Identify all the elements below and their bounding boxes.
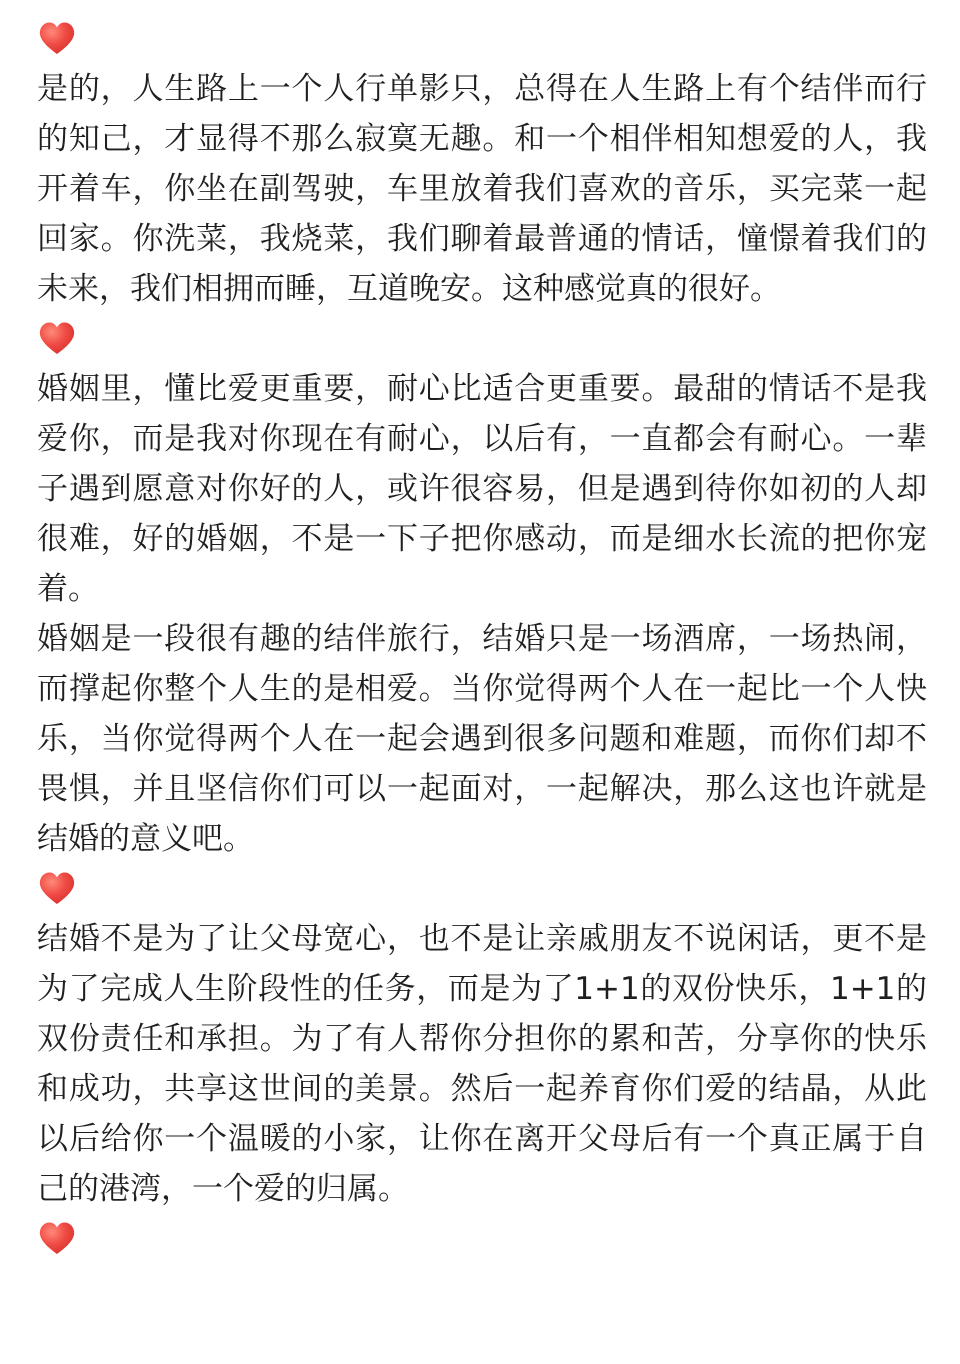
paragraph-4: 结婚不是为了让父母宽心，也不是让亲戚朋友不说闲话，更不是为了完成人生阶段性的任务，而是为了1+1的双份快乐，1+1的双份责任和承担。为了有人帮你分担你的累和苦，分享你的快乐和成功，共享这世间的美景。然后一起养育你们爱的结晶，从此以后给你一个温暖的小家，让你在离开父母后有一个真正属于自己的港湾，一个爱的归属。	[37, 921, 927, 1207]
heart-divider	[37, 864, 927, 914]
heart-divider	[37, 14, 927, 64]
post-content	[37, 14, 927, 1264]
paragraph-1: 是的，人生路上一个人行单影只，总得在人生路上有个结伴而行的知己，才显得不那么寂寞无趣。和一个相伴相知想爱的人，我开着车，你坐在副驾驶，车里放着我们喜欢的音乐，买完菜一起回家。你洗菜，我烧菜，我们聊着最普通的情话，憧憬着我们的未来，我们相拥而睡，互道晚安。这种感觉真的很好。	[37, 71, 927, 307]
heart-icon	[37, 319, 77, 359]
heart-icon	[37, 1219, 77, 1259]
heart-icon	[37, 869, 77, 909]
heart-divider	[37, 314, 927, 364]
paragraph-2: 婚姻里，懂比爱更重要，耐心比适合更重要。最甜的情话不是我爱你，而是我对你现在有耐心，以后有，一直都会有耐心。一辈子遇到愿意对你好的人，或许很容易，但是遇到待你如初的人却很难，好的婚姻，不是一下子把你感动，而是细水长流的把你宠着。	[37, 371, 927, 607]
heart-divider	[37, 1214, 927, 1264]
heart-icon	[37, 19, 77, 59]
paragraph-3: 婚姻是一段很有趣的结伴旅行，结婚只是一场酒席，一场热闹，而撑起你整个人生的是相爱。当你觉得两个人在一起比一个人快乐，当你觉得两个人在一起会遇到很多问题和难题，而你们却不畏惧，并且坚信你们可以一起面对，一起解决，那么这也许就是结婚的意义吧。	[37, 621, 927, 857]
